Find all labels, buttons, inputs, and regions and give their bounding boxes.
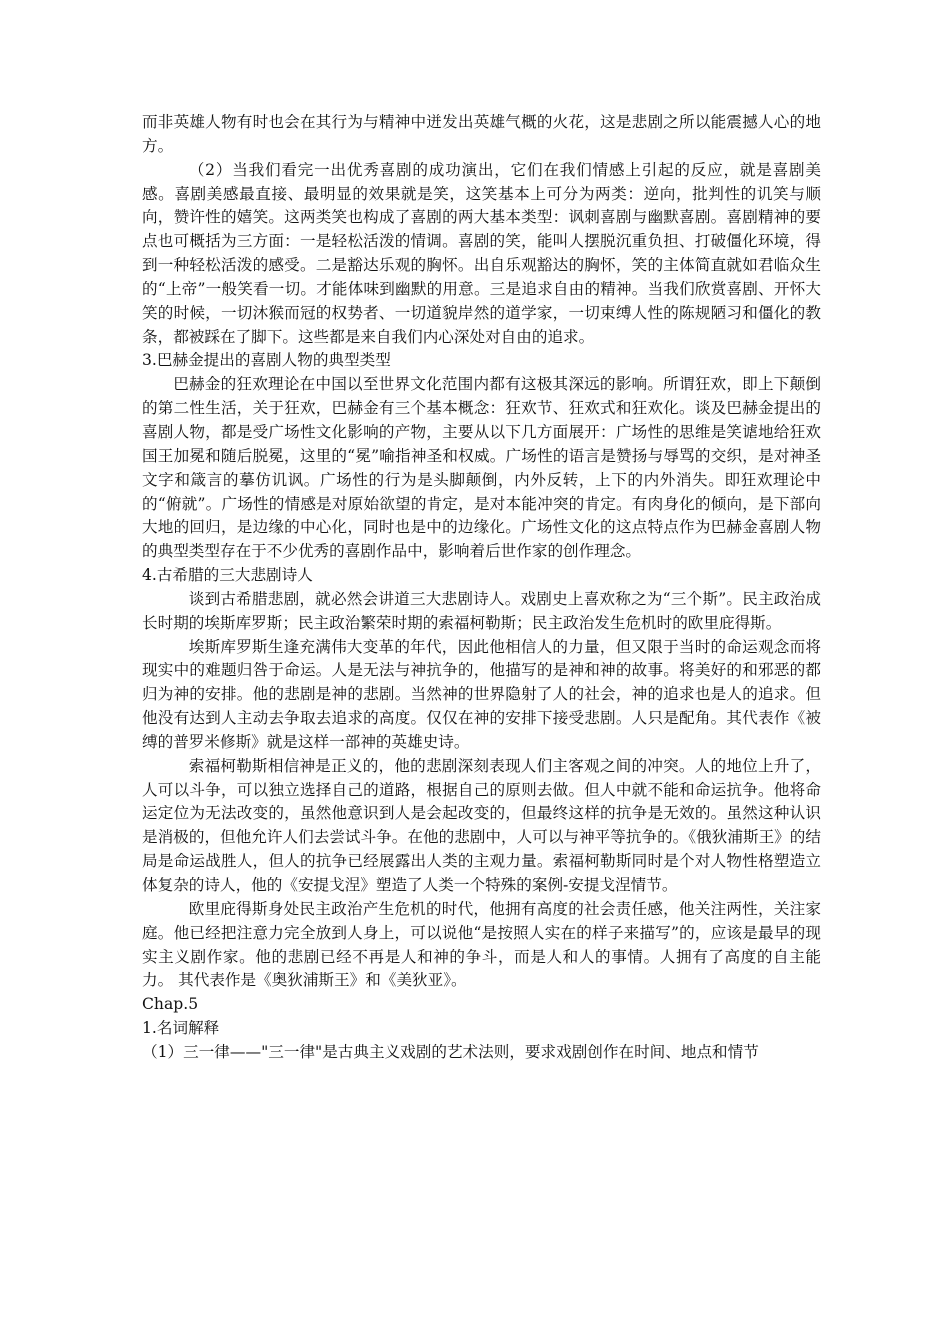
paragraph-comedy-aesthetics: （2）当我们看完一出优秀喜剧的成功演出，它们在我们情感上引起的反应，就是喜剧美感。喜剧美感最直接、最明显的效果就是笑，这笑基本上可分为两类：逆向，批判性的讥笑与顺向，赞许性的嬉笑。这两类笑也构成了喜剧的两大基本类型：讽刺喜剧与幽默喜剧。喜剧精神的要点也可概括为三方面：一是轻松活泼的情调。喜剧的笑，能叫人摆脱沉重负担、打破僵化环境，得到一种轻松活泼的感受。二是豁达乐观的胸怀。出自乐观豁达的胸怀，笑的主体简直就如君临众生的“上帝”一般笑看一切。才能体味到幽默的用意。三是追求自由的精神。当我们欣赏喜剧、开怀大笑的时候，一切沐猴而冠的权势者、一切道貌岸然的道学家，一切束缚人性的陈规陋习和僵化的教条，都被踩在了脚下。这些都是来自我们内心深处对自由的追求。 <box>142 160 821 346</box>
paragraph-heroic-spark: 而非英雄人物有时也会在其行为与精神中迸发出英雄气概的火花，这是悲剧之所以能震撼人心的地方。 <box>142 113 821 155</box>
paragraph-aeschylus: 埃斯库罗斯生逢充满伟大变革的年代，因此他相信人的力量，但又限于当时的命运观念而将现实中的难题归咎于命运。人是无法与神抗争的，他描写的是神和神的故事。将美好的和邪恶的都归为神的安排。他的悲剧是神的悲剧。当然神的世界隐射了人的社会，神的追求也是人的追求。但他没有达到人主动去争取去追求的高度。仅仅在神的安排下接受悲剧。人只是配角。其代表作《被缚的普罗米修斯》就是这样一部神的英雄史诗。 <box>142 637 821 751</box>
chapter-heading: Chap.5 <box>142 995 199 1014</box>
section-heading-greek-tragedians: 4.古希腊的三大悲剧诗人 <box>142 566 313 585</box>
paragraph-three-unities: （1）三一律——"三一律"是古典主义戏剧的艺术法则，要求戏剧创作在时间、地点和情节 <box>142 1042 759 1061</box>
section-heading-terms: 1.名词解释 <box>142 1019 220 1038</box>
paragraph-bakhtin-carnival: 巴赫金的狂欢理论在中国以至世界文化范围内都有这极其深远的影响。所谓狂欢，即上下颠倒的第二性生活，关于狂欢，巴赫金有三个基本概念：狂欢节、狂欢式和狂欢化。谈及巴赫金提出的喜剧人物，都是受广场性文化影响的产物，主要从以下几方面展开：广场性的思维是笑谑地给狂欢国王加冕和随后脱冕，这里的“冕”喻指神圣和权威。广场性的语言是赞扬与辱骂的交织，是对神圣文字和箴言的摹仿讥讽。广场性的行为是头脚颠倒，内外反转，上下的内外消失。即狂欢理论中的“俯就”。广场性的情感是对原始欲望的肯定，是对本能冲突的肯定。有肉身化的倾向，是下部向大地的回归，是边缘的中心化，同时也是中的边缘化。广场性文化的这点特点作为巴赫金喜剧人物的典型类型存在于不少优秀的喜剧作品中，影响着后世作家的创作理念。 <box>142 375 821 561</box>
paragraph-three-tragedians-intro: 谈到古希腊悲剧，就必然会讲道三大悲剧诗人。戏剧史上喜欢称之为“三个斯”。民主政治成长时期的埃斯库罗斯；民主政治繁荣时期的索福柯勒斯；民主政治发生危机时的欧里庇得斯。 <box>142 589 821 632</box>
paragraph-sophocles: 索福柯勒斯相信神是正义的，他的悲剧深刻表现人们主客观之间的冲突。人的地位上升了，人可以斗争，可以独立选择自己的道路，根据自己的原则去做。但人中就不能和命运抗争。他将命运定位为无法改变的，虽然他意识到人是会起改变的，但最终这样的抗争是无效的。虽然这种认识是消极的，但他允许人们去尝试斗争。在他的悲剧中，人可以与神平等抗争的。《俄狄浦斯王》的结局是命运战胜人，但人的抗争已经展露出人类的主观力量。索福柯勒斯同时是个对人物性格塑造立体复杂的诗人，他的《安提戈涅》塑造了人类一个特殊的案例-安提戈涅情节。 <box>142 756 821 894</box>
paragraph-euripides: 欧里庇得斯身处民主政治产生危机的时代，他拥有高度的社会责任感，他关注两性，关注家庭。他已经把注意力完全放到人身上，可以说他“是按照人实在的样子来描写”的，应该是最早的现实主义剧作家。他的悲剧已经不再是人和神的争斗，而是人和人的事情。人拥有了高度的自主能力。 其代表作是《奥狄浦斯王》和《美狄亚》。 <box>142 899 821 990</box>
section-heading-bakhtin: 3.巴赫金提出的喜剧人物的典型类型 <box>142 351 391 370</box>
